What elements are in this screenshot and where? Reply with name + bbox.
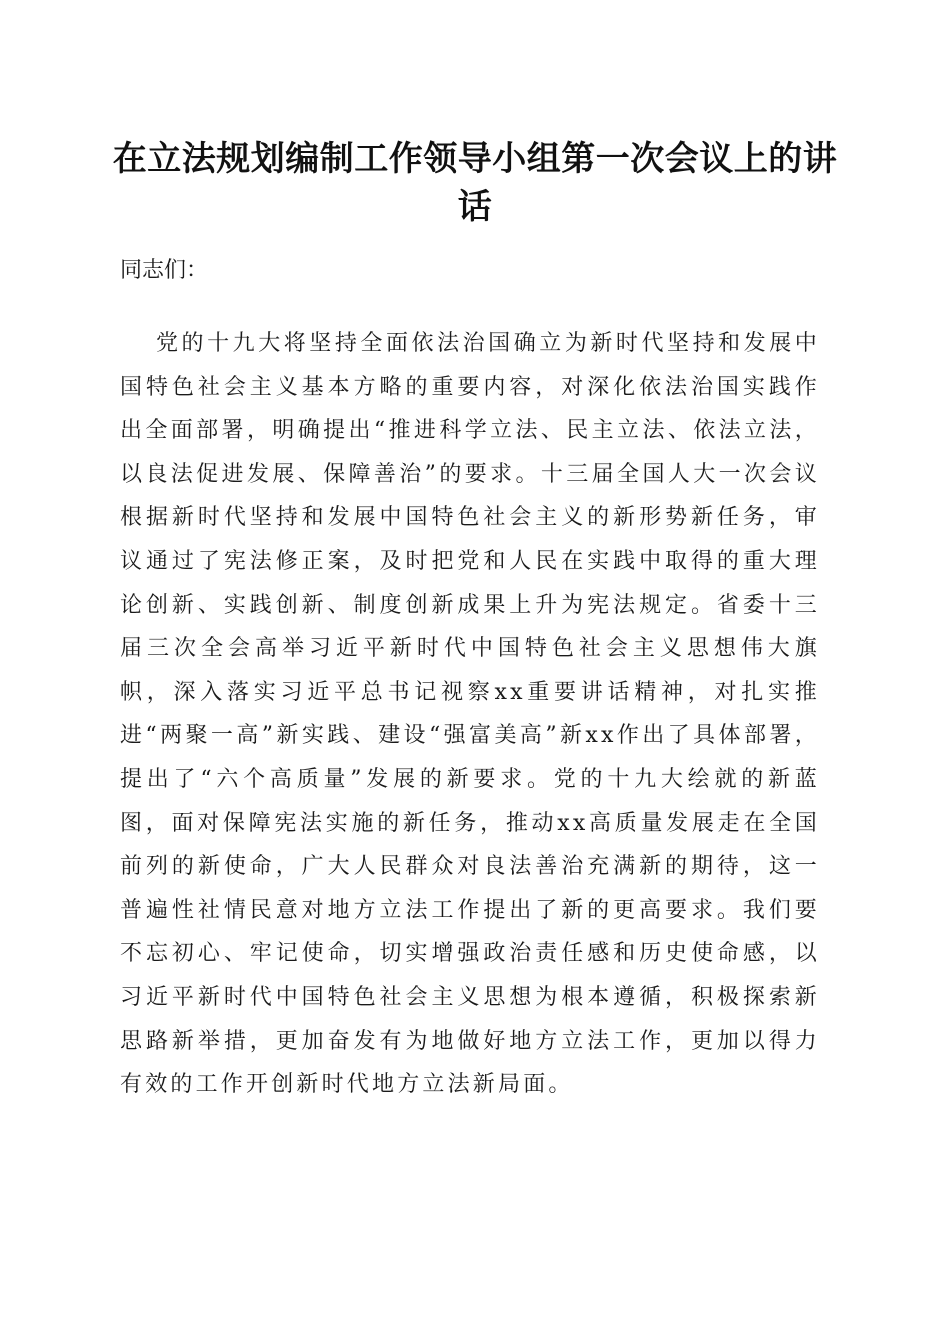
document-title: 在立法规划编制工作领导小组第一次会议上的讲话 <box>112 139 838 227</box>
salutation: 同志们： <box>120 258 209 283</box>
body-paragraph: 党的十九大将坚持全面依法治国确立为新时代坚持和发展中国特色社会主义基本方略的重要内容，对深化依法治国实践作出全面部署，明确提出“推进科学立法、民主立法、依法立法，以良法促进发展、保障善治”的要求。十三届全国人大一次会议根据新时代坚持和发展中国特色社会主义的新形势新任务，审议通过了宪法修正案，及时把党和人民在实践中取得的重大理论创新、实践创新、制度创新成果上升为宪法规定。省委十三届三次全会高举习近平新时代中国特色社会主义思想伟大旗帜，深入落实习近平总书记视察xx重要讲话精神，对扎实推进“两聚一高”新实践、建设“强富美高”新xx作出了具体部署，提出了“六个高质量”发展的新要求。党的十九大绘就的新蓝图，面对保障宪法实施的新任务，推动xx高质量发展走在全国前列的新使命，广大人民群众对良法善治充满新的期待，这一普遍性社情民意对地方立法工作提出了新的更高要求。我们要不忘初心、牢记使命，切实增强政治责任感和历史使命感，以习近平新时代中国特色社会主义思想为根本遵循，积极探索新思路新举措，更加奋发有为地做好地方立法工作，更加以得力有效的工作开创新时代地方立法新局面。 <box>120 331 820 1098</box>
